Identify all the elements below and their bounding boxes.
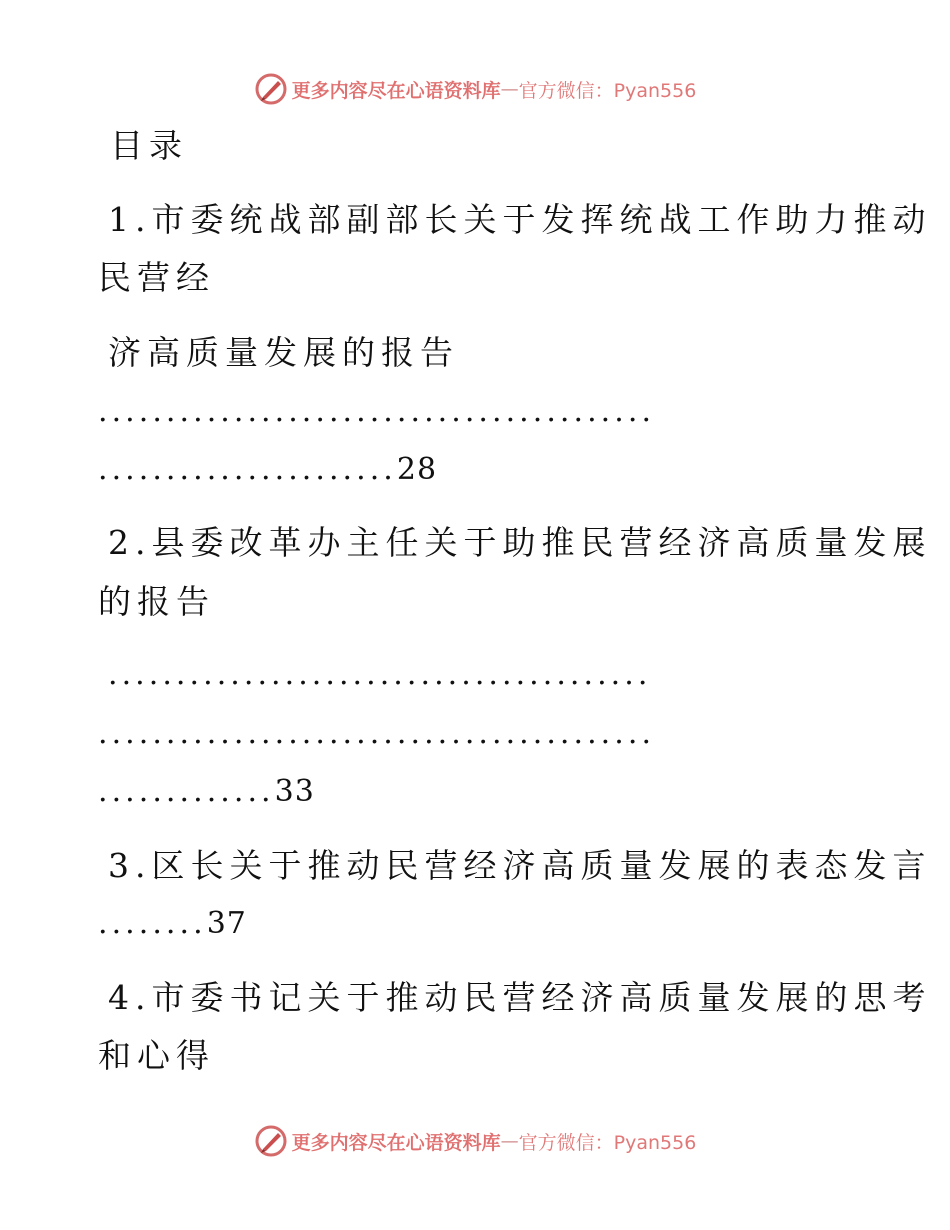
toc-entry-4-title[interactable]: 4.市委书记关于推动民营经济高质量发展的思考 bbox=[108, 978, 932, 1017]
toc-entry-3-page[interactable]: 37 bbox=[206, 906, 247, 941]
separator-dash: — bbox=[500, 1130, 519, 1152]
toc-entry-2-leader: ........................................ bbox=[108, 657, 652, 692]
toc-entry-2-leader-end: .............33 bbox=[98, 774, 315, 809]
toc-entry-1-title[interactable]: 1.市委统战部副部长关于发挥统战工作助力推动 bbox=[108, 200, 932, 239]
header-watermark bbox=[0, 69, 950, 109]
toc-heading: 目录 bbox=[110, 126, 188, 165]
toc-entry-4-title-cont: 和心得 bbox=[98, 1036, 215, 1075]
contact-text: 官方微信：Pyan556 bbox=[518, 79, 697, 102]
toc-entry-2-title[interactable]: 2.县委改革办主任关于助推民营经济高质量发展 bbox=[108, 523, 932, 562]
toc-entry-2-title-cont: 的报告 bbox=[98, 582, 215, 621]
pen-logo-icon bbox=[254, 1124, 288, 1158]
toc-entry-1-page[interactable]: 28 bbox=[396, 452, 438, 487]
separator-dash: — bbox=[500, 78, 519, 100]
toc-entry-3-leader-end: ........37 bbox=[98, 906, 247, 941]
toc-entry-3-title[interactable]: 3.区长关于推动民营经济高质量发展的表态发言 bbox=[108, 846, 932, 885]
toc-entry-2-leader-2: ......................................... bbox=[98, 716, 656, 751]
toc-entry-2-page[interactable]: 33 bbox=[274, 774, 315, 809]
toc-entry-1-title-cont2: 济高质量发展的报告 bbox=[108, 333, 459, 372]
brand-text: 更多内容尽在心语资料库 bbox=[291, 1131, 501, 1154]
toc-entry-1-leader: ......................................... bbox=[98, 394, 656, 429]
footer-watermark bbox=[0, 1121, 950, 1161]
brand-text: 更多内容尽在心语资料库 bbox=[291, 79, 501, 102]
toc-entry-1-leader-end: ......................28 bbox=[98, 452, 438, 487]
toc-entry-1-title-cont: 民营经 bbox=[98, 258, 215, 297]
pen-logo-icon bbox=[254, 72, 288, 106]
contact-text: 官方微信：Pyan556 bbox=[518, 1131, 697, 1154]
